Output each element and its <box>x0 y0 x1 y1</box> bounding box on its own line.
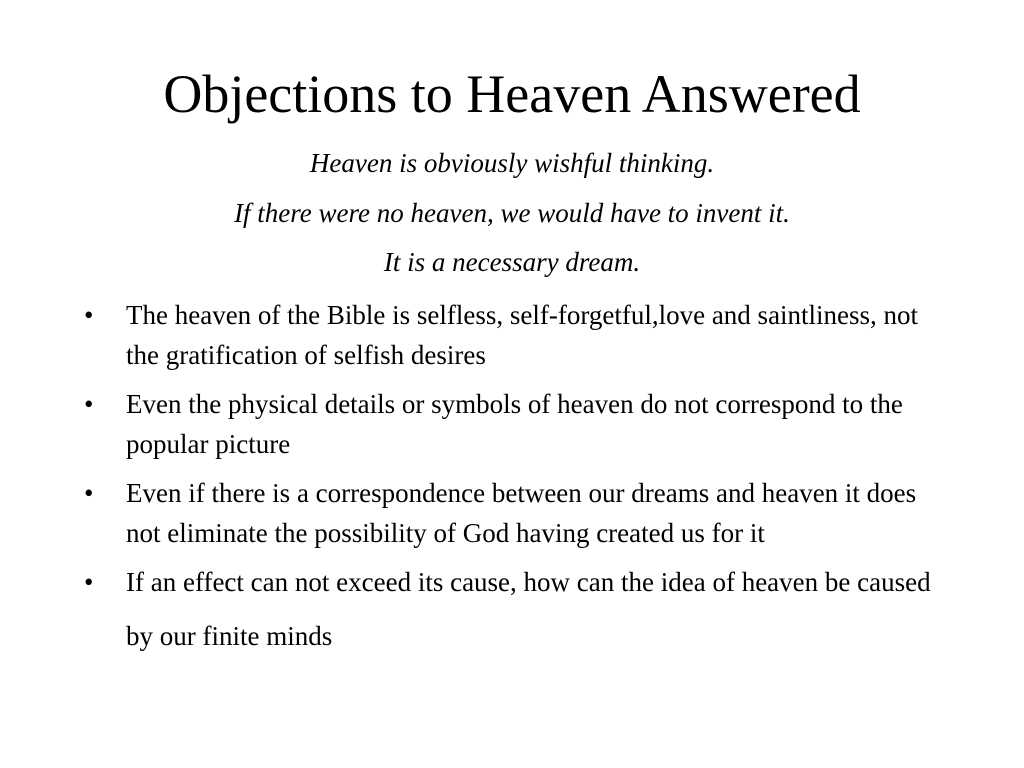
answer-text-3: Even if there is a correspondence between our dreams and heaven it does not eliminate the possibility of God having created us for it <box>126 478 917 548</box>
bullet-icon: • <box>84 478 94 508</box>
bullet-icon: • <box>84 300 94 330</box>
answer-text-1: The heaven of the Bible is selfless, self-forgetful,love and saintliness, not the gratification of selfish desires <box>126 300 919 370</box>
answer-item-3 <box>84 473 944 553</box>
answer-item-4 <box>84 555 944 663</box>
answer-text-2: Even the physical details or symbols of heaven do not correspond to the popular picture <box>126 389 903 459</box>
answer-item-2 <box>84 384 944 464</box>
bullet-icon: • <box>84 389 94 419</box>
objection-line-2: If there were no heaven, we would have to invent it. <box>234 198 790 228</box>
answers-list <box>84 295 944 672</box>
slide-title: Objections to Heaven Answered <box>163 64 861 124</box>
answer-text-4: If an effect can not exceed its cause, how can the idea of heaven be caused by our finite minds <box>126 567 931 651</box>
bullet-icon: • <box>84 567 94 597</box>
objection-line-3: It is a necessary dream. <box>383 247 641 277</box>
objection-line-1: Heaven is obviously wishful thinking. <box>309 148 715 178</box>
answer-item-1 <box>84 295 944 375</box>
